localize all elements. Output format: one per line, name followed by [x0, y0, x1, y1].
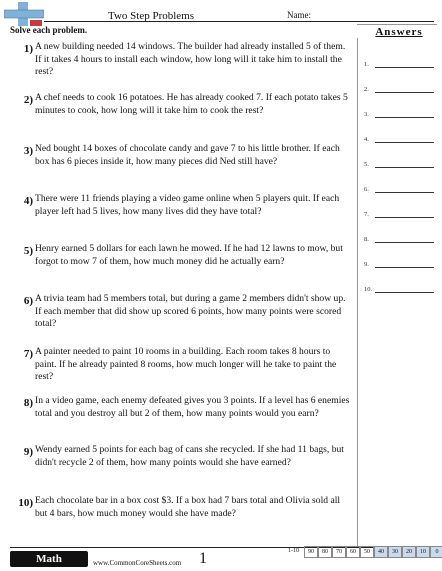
instructions: Solve each problem. [10, 25, 88, 35]
question-8 [10, 395, 350, 420]
question-number: 8) [23, 397, 33, 409]
score-cell: 80 [318, 546, 332, 558]
question-text: A new building needed 14 windows. The builder had already installed 5 of them. If it takes 4 hours to install each window, how long will it take him to install the rest? [35, 41, 346, 77]
question-5 [10, 243, 350, 268]
answer-line-1[interactable] [364, 54, 434, 68]
question-number: 6) [23, 295, 33, 307]
answer-number: 8. [364, 236, 369, 243]
answer-line-8[interactable] [364, 229, 434, 243]
name-label: Name: [287, 10, 311, 20]
answer-number: 5. [364, 161, 369, 168]
question-number: 9) [23, 446, 33, 458]
score-cell: 10 [416, 546, 430, 558]
answer-line-6[interactable] [364, 179, 434, 193]
answer-line-3[interactable] [364, 104, 434, 118]
answer-number: 7. [364, 211, 369, 218]
worksheet-title: Two Step Problems [108, 10, 195, 22]
question-text: In a video game, each enemy defeated gives you 3 points. If a level has 6 enemies total and you destroy all but 2 of them, how many points would you earn? [35, 395, 350, 419]
answer-number: 6. [364, 186, 369, 193]
question-number: 10) [18, 497, 33, 509]
subject-badge: Math [10, 551, 88, 567]
answer-number: 2. [364, 86, 369, 93]
answer-column-rule [357, 24, 437, 25]
question-2 [10, 92, 350, 117]
question-text: Ned bought 14 boxes of chocolate candy and gave 7 to his little brother. If each box has 6 pieces inside it, how many pieces did Ned still have? [35, 143, 340, 167]
answer-line-5[interactable] [364, 154, 434, 168]
question-4 [10, 193, 350, 218]
question-number: 3) [23, 145, 33, 157]
answer-number: 3. [364, 111, 369, 118]
score-cell: 70 [332, 546, 346, 558]
site-url: www.CommonCoreSheets.com [93, 559, 182, 567]
question-6 [10, 293, 350, 331]
answer-number: 1. [364, 61, 369, 68]
question-text: A painter needed to paint 10 rooms in a building. Each room takes 8 hours to paint. If he already painted 8 rooms, how much longer will he take to paint the rest? [35, 346, 337, 382]
answer-number: 10. [364, 286, 373, 293]
score-cell: 60 [346, 546, 360, 558]
score-cell: 90 [304, 546, 318, 558]
question-10 [10, 495, 350, 520]
score-range-label: 1-10 [288, 548, 299, 554]
question-number: 7) [23, 348, 33, 360]
answer-column [357, 38, 438, 548]
answer-number: 9. [364, 261, 369, 268]
score-table [304, 546, 442, 558]
question-7 [10, 346, 350, 384]
answer-line-2[interactable] [364, 79, 434, 93]
answers-heading: Answers [375, 26, 423, 38]
score-cell: 40 [374, 546, 388, 558]
score-cell: 50 [360, 546, 374, 558]
question-text: There were 11 friends playing a video game online when 5 players quit. If each player left had 5 lives, how many lives did they have total? [35, 193, 340, 217]
question-text: A chef needs to cook 16 potatoes. He has already cooked 7. If each potato takes 5 minutes to cook, how long will it take him to cook the rest? [35, 92, 348, 116]
score-cell: 0 [430, 546, 442, 558]
answer-line-7[interactable] [364, 204, 434, 218]
page-number: 1 [199, 550, 207, 567]
answer-line-4[interactable] [364, 129, 434, 143]
question-number: 4) [23, 195, 33, 207]
question-3 [10, 143, 350, 168]
question-text: A trivia team had 5 members total, but during a game 2 members didn't show up. If each member that did show up scored 6 points, how many points were scored total? [35, 293, 346, 329]
answer-number: 4. [364, 136, 369, 143]
question-1 [10, 41, 350, 79]
question-text: Henry earned 5 dollars for each lawn he mowed. If he had 12 lawns to mow, but forgot to mow 7 of them, how much money did he actually earn? [35, 243, 343, 267]
score-cell: 20 [402, 546, 416, 558]
header-rule [44, 21, 434, 22]
question-text: Each chocolate bar in a box cost $3. If a box had 7 bars total and Olivia sold all but 4 bars, how much money would she have made? [35, 495, 341, 519]
answer-line-10[interactable] [364, 279, 434, 293]
answer-line-9[interactable] [364, 254, 434, 268]
question-number: 1) [23, 43, 33, 55]
question-number: 2) [23, 94, 33, 106]
question-number: 5) [23, 245, 33, 257]
question-9 [10, 444, 350, 469]
question-text: Wendy earned 5 points for each bag of cans she recycled. If she had 11 bags, but didn't recycle 2 of them, how many points would she have earned? [35, 444, 344, 468]
score-cell: 30 [388, 546, 402, 558]
